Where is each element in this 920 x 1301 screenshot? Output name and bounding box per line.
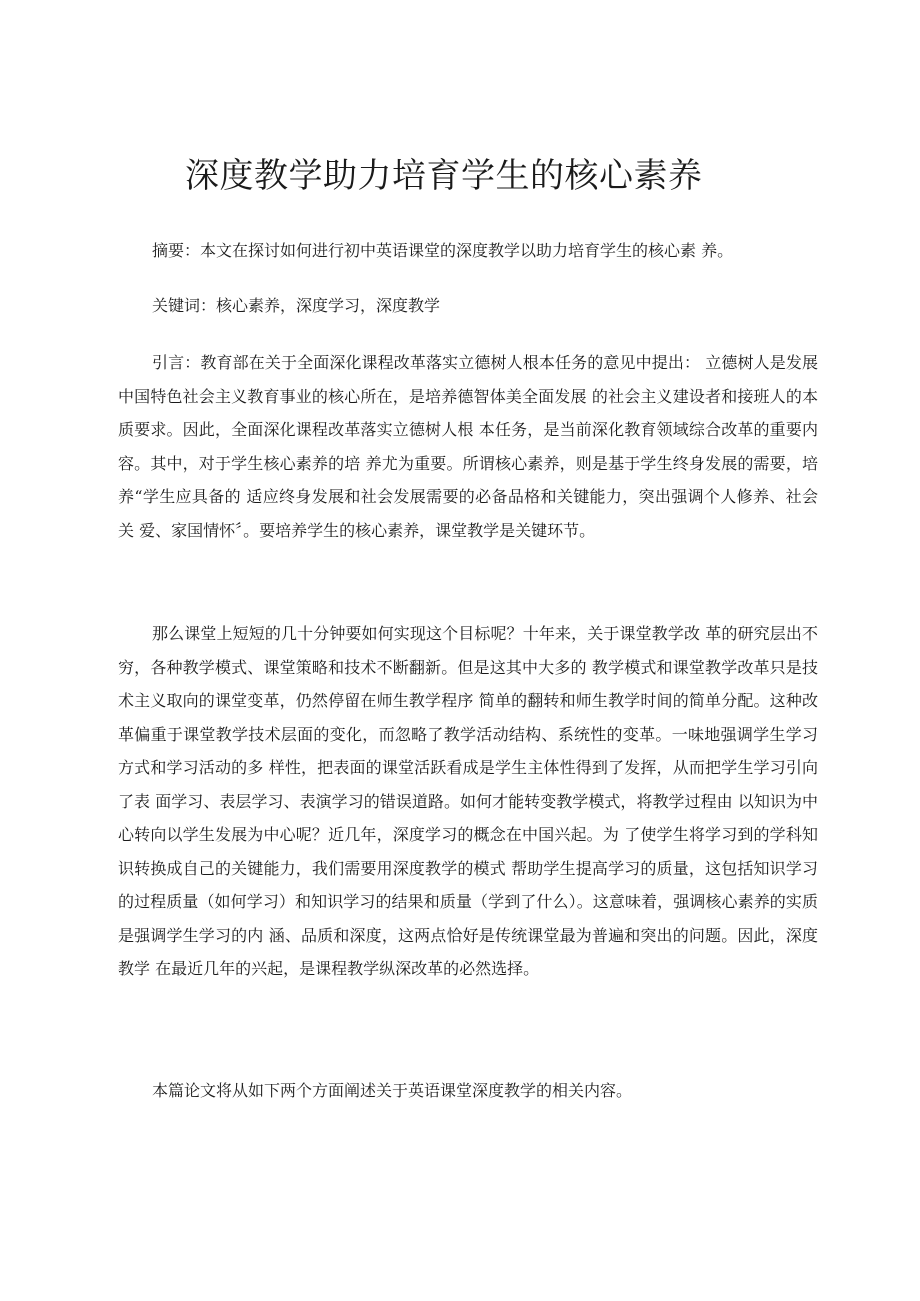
document-title: 深度教学助力培育学生的核心素养 [185,156,703,196]
outline-paragraph: 本篇论文将从如下两个方面阐述关于英语课堂深度教学的相关内容。 [152,1081,633,1100]
body-paragraph: 那么课堂上短短的几十分钟要如何实现这个目标呢？十年来，关于课堂教学改 革的研究层出不穷，各种教学模式、课堂策略和技术不断翻新。但是这其中大多的 教学模式和课堂教学改革只是技术主义取向的课堂变革，仍然停留在师生教学程序 简单的翻转和师生教学时间的简单分配。这种改革偏重于课堂教学技术层面的变化，而忽略了教学活动结构、系统性的变革。一味地强调学生学习方式和学习活动的多 样性，把表面的课堂活跃看成是学生主体性得到了发挥，从而把学生学习引向了表 面学习、表层学习、表演学习的错误道路。如何才能转变教学模式，将教学过程由 以知识为中心转向以学生发展为中心呢？近几年，深度学习的概念在中国兴起。为 了使学生将学习到的学科知识转换成自己的关键能力，我们需要用深度教学的模式 帮助学生提高学习的质量，这包括知识学习的过程质量（如何学习）和知识学习的结果和质量（学到了什么）。这意味着，强调核心素养的实质是强调学生学习的内 涵、品质和深度，这两点恰好是传统课堂最为普遍和突出的问题。因此，深度教学 在最近几年的兴起，是课程教学纵深改革的必然选择。 [118,624,818,978]
introduction-paragraph: 引言：教育部在关于全面深化课程改革落实立德树人根本任务的意见中提出： 立德树人是发展中国特色社会主义教育事业的核心所在，是培养德智体美全面发展 的社会主义建设者和接班人的本质要求。因此，全面深化课程改革落实立德树人根 本任务，是当前深化教育领域综合改革的重要内容。其中，对于学生核心素养的培 养尤为重要。所谓核心素养，则是基于学生终身发展的需要，培养“学生应具备的 适应终身发展和社会发展需要的必备品格和关键能力，突出强调个人修养、社会关 爱、家国情怀〞。要培养学生的核心素养，课堂教学是关键环节。 [118,353,818,540]
abstract-paragraph: 摘要：本文在探讨如何进行初中英语课堂的深度教学以助力培育学生的核心素 养。 [152,241,734,260]
keywords-paragraph: 关键词：核心素养，深度学习，深度教学 [152,296,441,315]
